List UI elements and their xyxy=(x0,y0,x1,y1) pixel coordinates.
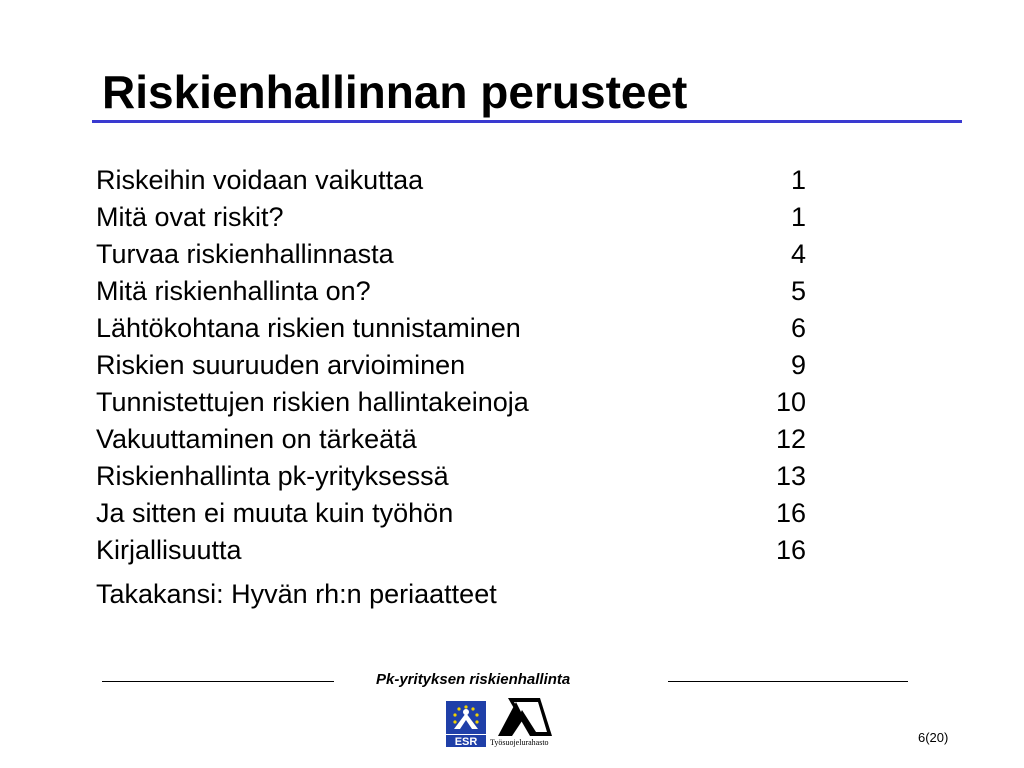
toc-label: Mitä ovat riskit? xyxy=(96,202,284,232)
toc-row xyxy=(96,458,806,495)
page-indicator: 6(20) xyxy=(918,730,949,745)
toc-row xyxy=(96,421,806,458)
toc-label: Kirjallisuutta xyxy=(96,535,242,565)
footer-title: Pk-yrityksen riskienhallinta xyxy=(376,671,571,688)
esr-logo-icon xyxy=(446,701,486,747)
toc-label: Riskien suuruuden arvioiminen xyxy=(96,350,466,380)
tyosuojelurahasto-label: Työsuojelurahasto xyxy=(490,738,549,747)
toc-page: 6 xyxy=(790,313,806,343)
footer-rule-left xyxy=(102,681,334,682)
title-underline xyxy=(92,120,962,123)
toc-page: 1 xyxy=(790,202,806,232)
toc-page: 10 xyxy=(775,387,806,417)
toc-page: 5 xyxy=(790,276,806,306)
toc-row xyxy=(96,310,806,347)
slide-title: Riskienhallinnan perusteet xyxy=(102,66,688,118)
tyosuojelurahasto-logo-icon xyxy=(494,696,554,738)
toc-row xyxy=(96,384,806,421)
toc-label: Riskienhallinta pk-yrityksessä xyxy=(96,461,449,491)
table-of-contents xyxy=(96,162,806,569)
toc-page: 1 xyxy=(790,165,806,195)
toc-label: Turvaa riskienhallinnasta xyxy=(96,239,394,269)
toc-row xyxy=(96,162,806,199)
toc-row xyxy=(96,273,806,310)
toc-page: 16 xyxy=(775,498,806,528)
toc-row xyxy=(96,236,806,273)
toc-label: Lähtökohtana riskien tunnistaminen xyxy=(96,313,521,343)
toc-page: 4 xyxy=(790,239,806,269)
toc-label: Vakuuttaminen on tärkeätä xyxy=(96,424,417,454)
toc-page: 12 xyxy=(775,424,806,454)
toc-label: Mitä riskienhallinta on? xyxy=(96,276,371,306)
back-cover-note: Takakansi: Hyvän rh:n periaatteet xyxy=(96,579,497,609)
footer-rule-right xyxy=(668,681,908,682)
toc-label: Ja sitten ei muuta kuin työhön xyxy=(96,498,454,528)
toc-page: 9 xyxy=(790,350,806,380)
toc-row xyxy=(96,347,806,384)
toc-label: Riskeihin voidaan vaikuttaa xyxy=(96,165,424,195)
toc-row xyxy=(96,199,806,236)
toc-row xyxy=(96,532,806,569)
toc-page: 16 xyxy=(775,535,806,565)
esr-label: ESR xyxy=(454,736,478,747)
toc-page: 13 xyxy=(775,461,806,491)
toc-row xyxy=(96,495,806,532)
toc-label: Tunnistettujen riskien hallintakeinoja xyxy=(96,387,529,417)
